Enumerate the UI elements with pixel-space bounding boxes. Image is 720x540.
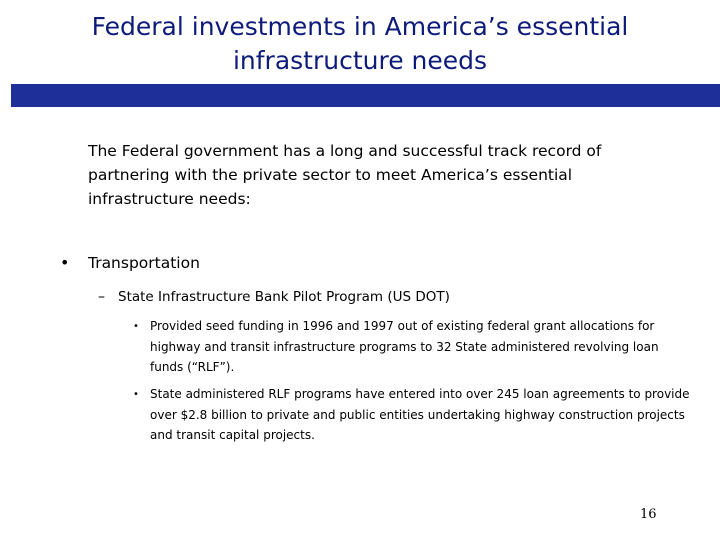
slide-title: Federal investments in America’s essential infrastructure needs [91, 12, 629, 75]
sub-bullet-sib-program: State Infrastructure Bank Pilot Program (US DOT) [118, 289, 450, 305]
sub-sub-bullet-marker: • [133, 321, 139, 332]
page-number: 16 [640, 507, 657, 522]
title-divider-gap [0, 84, 11, 107]
title-divider-bar [0, 84, 720, 107]
bullet-transportation: Transportation [88, 254, 200, 272]
bullet-marker: • [60, 253, 70, 272]
intro-paragraph: The Federal government has a long and successful track record of partnering with the private sector to meet America’s essential infrastructure needs: [88, 142, 602, 208]
sub-sub-bullet-seed-funding: Provided seed funding in 1996 and 1997 out of existing federal grant allocations for highway and transit infrastructure programs to 32 State administered revolving loan funds (“RLF”). [150, 319, 659, 374]
sub-bullet-marker: – [98, 289, 105, 305]
sub-sub-bullet-loan-agreements: State administered RLF programs have entered into over 245 loan agreements to provide over $2.8 billion to private and public entities undertaking highway construction projects and transit capital projects. [150, 387, 690, 442]
sub-sub-bullet-marker: • [133, 389, 139, 400]
